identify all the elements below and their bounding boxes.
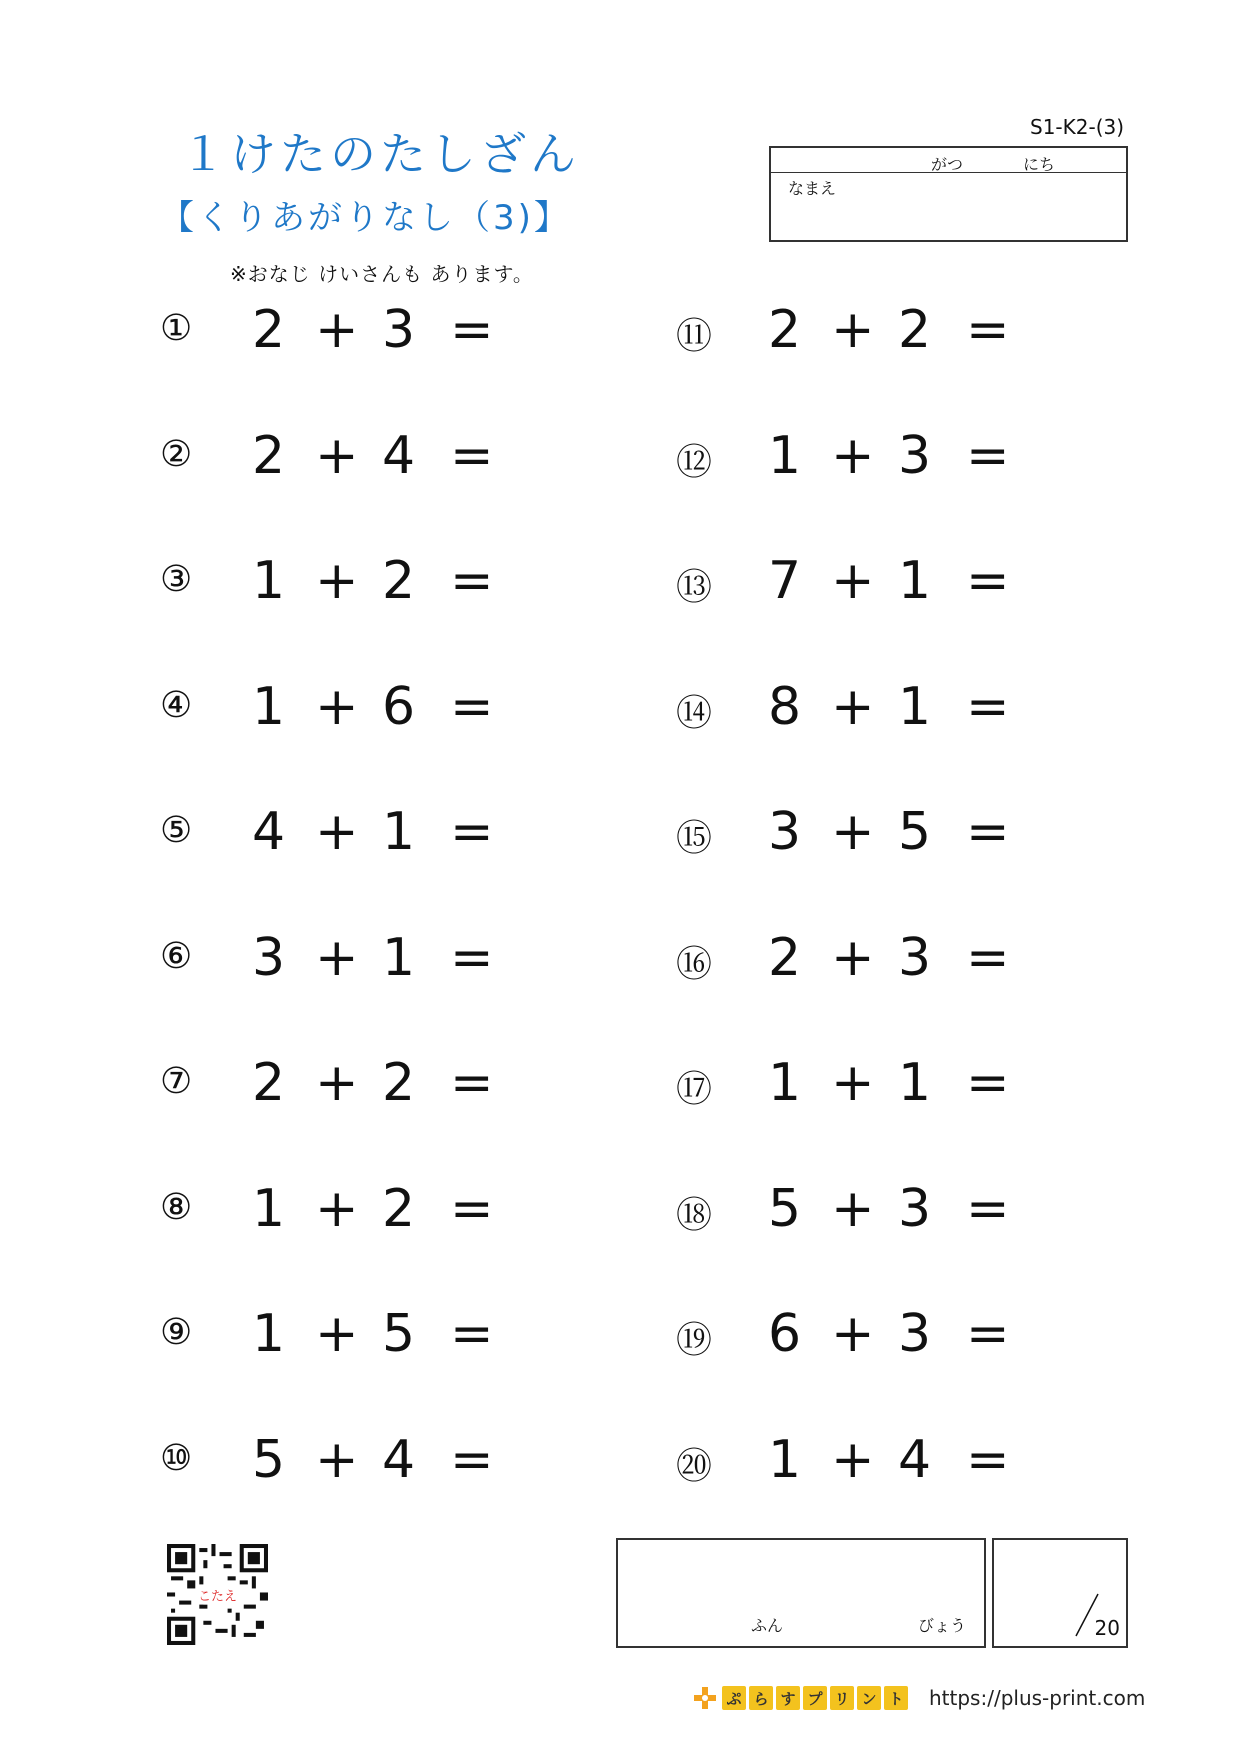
equals-sign: = — [966, 802, 1010, 862]
minutes-label: ふん — [751, 1616, 784, 1635]
first-addend: 1 — [768, 425, 802, 486]
score-total: 20 — [1094, 1616, 1120, 1640]
problem-number: ⑤ — [160, 810, 193, 851]
first-addend: 5 — [768, 1178, 802, 1239]
second-addend: 4 — [382, 425, 416, 486]
problem-number: ⑮ — [676, 818, 713, 859]
second-addend: 6 — [382, 676, 416, 737]
problem-number: ⑯ — [676, 943, 713, 985]
equals-sign: = — [450, 551, 494, 611]
first-addend: 2 — [252, 1053, 286, 1113]
first-addend: 1 — [768, 1429, 802, 1490]
second-addend: 1 — [898, 1053, 932, 1113]
plus-sign: + — [315, 927, 359, 988]
second-addend: 1 — [898, 676, 932, 737]
equals-sign: = — [966, 1178, 1010, 1239]
equals-sign: = — [966, 676, 1010, 737]
equals-sign: = — [450, 300, 494, 360]
problem-number: ② — [160, 433, 193, 475]
problem-number: ⑲ — [676, 1320, 713, 1361]
worksheet-code: S1-K2-(3) — [1030, 115, 1125, 139]
problem-number: ⑬ — [676, 567, 713, 608]
logo-letter-tile: リ — [830, 1686, 854, 1710]
second-addend: 2 — [382, 1178, 416, 1239]
name-label: なまえ — [788, 179, 837, 198]
worksheet-note: ※おなじ けいさんも あります。 — [230, 262, 534, 286]
equals-sign: = — [966, 1429, 1010, 1490]
second-addend: 3 — [898, 927, 932, 988]
equals-sign: = — [450, 1304, 494, 1364]
second-addend: 1 — [898, 551, 932, 611]
first-addend: 2 — [252, 300, 286, 360]
plus-sign: + — [315, 551, 359, 611]
plus-sign: + — [831, 551, 875, 611]
problem-number: ⑫ — [676, 441, 713, 483]
first-addend: 3 — [252, 927, 286, 988]
month-label: がつ — [931, 155, 964, 174]
plus-sign: + — [831, 1304, 875, 1364]
plus-sign: + — [831, 1429, 875, 1490]
equals-sign: = — [450, 1429, 494, 1490]
second-addend: 2 — [898, 300, 932, 360]
first-addend: 1 — [252, 551, 286, 611]
problem-number: ⑱ — [676, 1194, 713, 1236]
plus-sign: + — [315, 802, 359, 862]
logo-letter-tile: ぷ — [722, 1686, 746, 1710]
problem-number: ⑭ — [676, 692, 713, 734]
first-addend: 3 — [768, 802, 802, 862]
site-logo — [694, 1683, 911, 1713]
first-addend: 4 — [252, 802, 286, 862]
logo-letter-tile: ト — [884, 1686, 908, 1710]
plus-sign: + — [315, 1429, 359, 1490]
equals-sign: = — [966, 927, 1010, 988]
equals-sign: = — [450, 802, 494, 862]
seconds-label: びょう — [918, 1616, 967, 1635]
equals-sign: = — [966, 551, 1010, 611]
plus-sign: + — [315, 425, 359, 486]
second-addend: 2 — [382, 551, 416, 611]
equals-sign: = — [450, 425, 494, 486]
equals-sign: = — [450, 1178, 494, 1239]
problem-number: ⑨ — [160, 1312, 193, 1353]
second-addend: 3 — [898, 1178, 932, 1239]
plus-sign: + — [315, 1053, 359, 1113]
problem-number: ④ — [160, 684, 193, 726]
problem-number: ⑩ — [160, 1437, 193, 1479]
problem-number: ① — [160, 308, 193, 349]
equals-sign: = — [966, 300, 1010, 360]
second-addend: 1 — [382, 927, 416, 988]
plus-sign: + — [315, 1304, 359, 1364]
logo-letter-tile: ン — [857, 1686, 881, 1710]
site-url: https://plus-print.com — [929, 1686, 1146, 1710]
plus-sign: + — [831, 927, 875, 988]
problem-number: ③ — [160, 559, 193, 600]
plus-sign: + — [315, 1178, 359, 1239]
problem-number: ⑦ — [160, 1061, 193, 1102]
plus-sign: + — [831, 1053, 875, 1113]
first-addend: 2 — [252, 425, 286, 486]
first-addend: 2 — [768, 300, 802, 360]
logo-letter-tile: ら — [749, 1686, 773, 1710]
plus-sign: + — [831, 802, 875, 862]
problem-number: ⑥ — [160, 935, 193, 977]
plus-sign: + — [831, 676, 875, 737]
first-addend: 5 — [252, 1429, 286, 1490]
day-label: にち — [1023, 155, 1056, 174]
first-addend: 2 — [768, 927, 802, 988]
answer-qr-code — [167, 1544, 268, 1645]
logo-letter-tile: す — [776, 1686, 800, 1710]
first-addend: 1 — [768, 1053, 802, 1113]
equals-sign: = — [450, 927, 494, 988]
plus-sign: + — [831, 425, 875, 486]
second-addend: 4 — [898, 1429, 932, 1490]
first-addend: 7 — [768, 551, 802, 611]
plus-sign: + — [831, 300, 875, 360]
second-addend: 3 — [898, 425, 932, 486]
plus-sign: + — [315, 676, 359, 737]
problem-number: ⑪ — [676, 316, 713, 357]
problem-number: ⑰ — [676, 1069, 713, 1110]
second-addend: 4 — [382, 1429, 416, 1490]
problem-number: ⑳ — [676, 1445, 713, 1487]
equals-sign: = — [450, 676, 494, 737]
problem-number: ⑧ — [160, 1186, 193, 1228]
second-addend: 1 — [382, 802, 416, 862]
plus-sign: + — [315, 300, 359, 360]
logo-letters — [722, 1686, 911, 1710]
plus-logo-icon — [694, 1687, 716, 1709]
second-addend: 3 — [898, 1304, 932, 1364]
worksheet-title: １けたのたしざん — [180, 127, 580, 181]
first-addend: 8 — [768, 676, 802, 737]
logo-letter-tile: プ — [803, 1686, 827, 1710]
first-addend: 1 — [252, 1304, 286, 1364]
second-addend: 5 — [382, 1304, 416, 1364]
second-addend: 2 — [382, 1053, 416, 1113]
equals-sign: = — [966, 1304, 1010, 1364]
second-addend: 5 — [898, 802, 932, 862]
equals-sign: = — [450, 1053, 494, 1113]
worksheet-subtitle: 【くりあがりなし（3)】 — [160, 198, 571, 238]
second-addend: 3 — [382, 300, 416, 360]
name-date-box — [769, 146, 1128, 242]
time-box — [616, 1538, 986, 1648]
qr-answer-label: こたえ — [198, 1589, 237, 1605]
equals-sign: = — [966, 1053, 1010, 1113]
first-addend: 6 — [768, 1304, 802, 1364]
score-box — [992, 1538, 1128, 1648]
plus-sign: + — [831, 1178, 875, 1239]
first-addend: 1 — [252, 676, 286, 737]
equals-sign: = — [966, 425, 1010, 486]
first-addend: 1 — [252, 1178, 286, 1239]
